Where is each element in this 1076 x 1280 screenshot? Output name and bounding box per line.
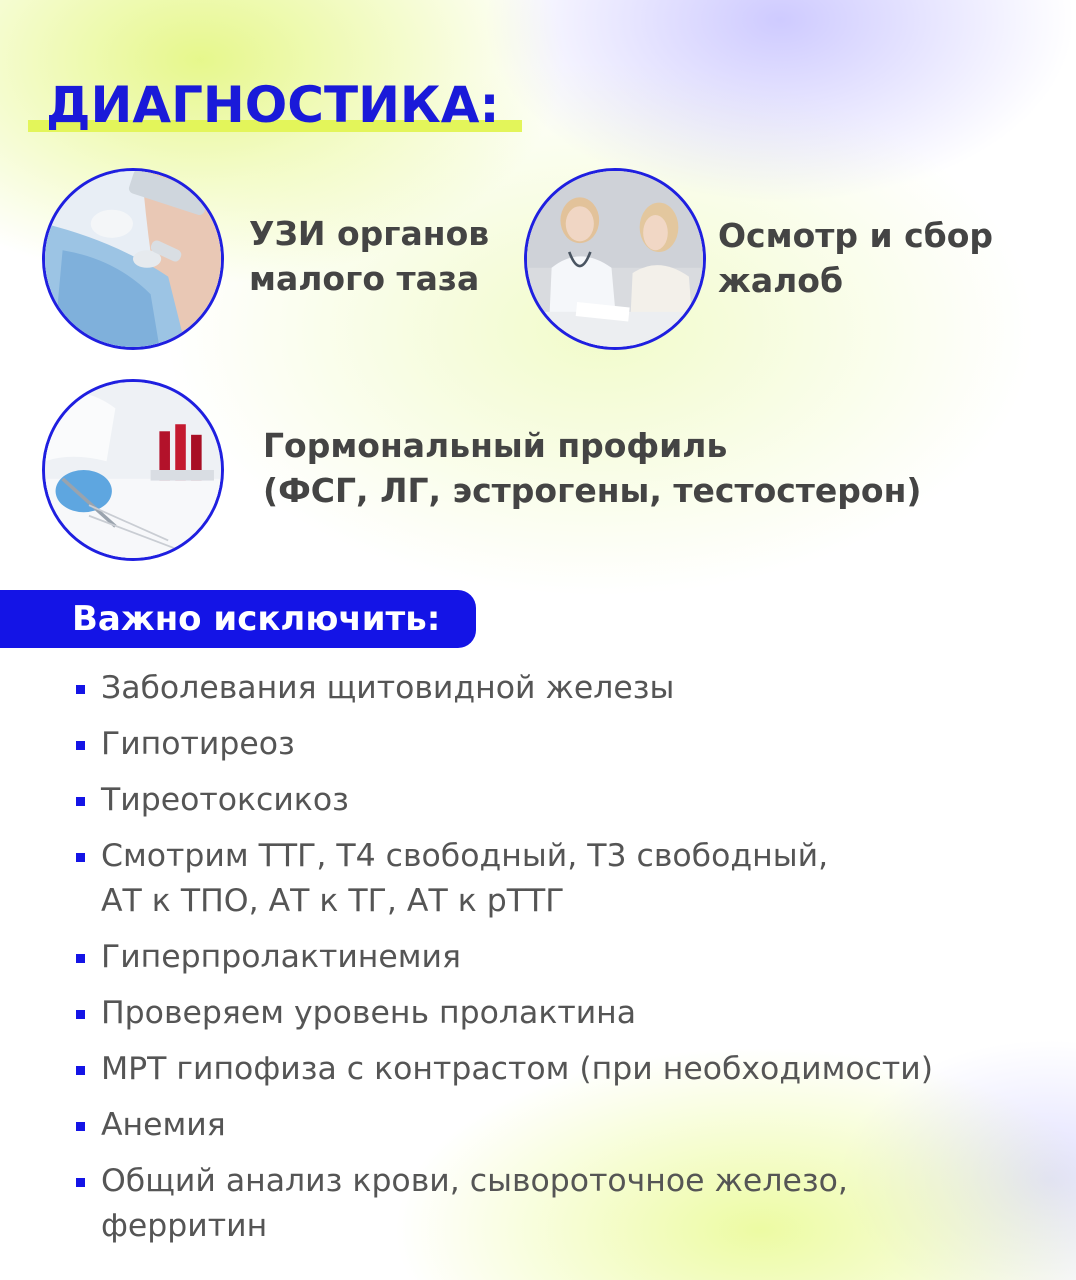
bullet-icon <box>76 1010 85 1019</box>
ultrasound-photo <box>42 168 224 350</box>
bullet-icon <box>76 1066 85 1075</box>
exclude-heading-banner <box>0 590 476 648</box>
list-item: Гиперпролактинемия <box>72 935 933 980</box>
bullet-icon <box>76 797 85 806</box>
bullet-icon <box>76 685 85 694</box>
page-title: ДИАГНОСТИКА: <box>46 76 500 134</box>
list-item: Гипотиреоз <box>72 722 933 767</box>
list-item: Смотрим ТТГ, Т4 свободный, Т3 свободный, АТ к ТПО, АТ к ТГ, АТ к рТТГ <box>72 834 933 924</box>
exclude-list <box>72 666 933 1260</box>
list-item: Общий анализ крови, сывороточное железо, ферритин <box>72 1159 933 1249</box>
list-item: Анемия <box>72 1103 933 1148</box>
title-block <box>28 70 500 140</box>
bullet-icon <box>76 954 85 963</box>
feature-ultrasound-label: УЗИ органов малого таза <box>249 214 490 298</box>
feature-hormones-label: Гормональный профиль (ФСГ, ЛГ, эстрогены, тестостерон) <box>263 426 922 510</box>
consultation-photo <box>524 168 706 350</box>
bullet-icon <box>76 1122 85 1131</box>
feature-consultation-label: Осмотр и сбор жалоб <box>718 216 994 300</box>
blood-test-photo <box>42 379 224 561</box>
list-item: Проверяем уровень пролактина <box>72 991 933 1036</box>
list-item: Заболевания щитовидной железы <box>72 666 933 711</box>
exclude-heading: Важно исключить: <box>72 599 441 639</box>
bullet-icon <box>76 741 85 750</box>
list-item: МРТ гипофиза с контрастом (при необходимости) <box>72 1047 933 1092</box>
bullet-icon <box>76 853 85 862</box>
bullet-icon <box>76 1178 85 1187</box>
list-item: Тиреотоксикоз <box>72 778 933 823</box>
